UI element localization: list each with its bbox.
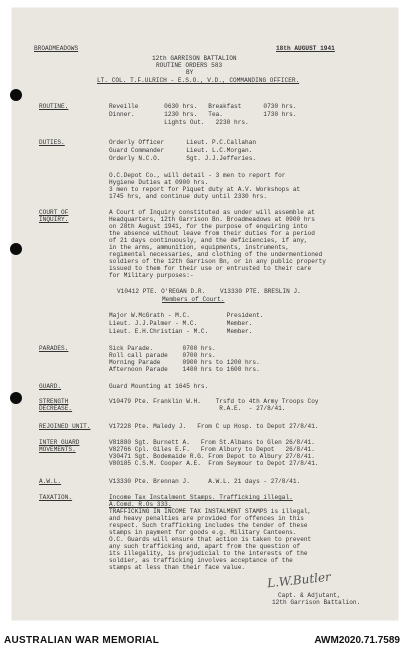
document-page	[12, 8, 398, 620]
section-heading-inquiry-2: INQUIRY.	[39, 216, 69, 223]
footer-bar	[0, 628, 406, 653]
parade-line: Roll call parade 0700 hrs.	[109, 352, 216, 359]
duty-line: Orderly Officer Lieut. P.C.Callahan	[109, 139, 257, 146]
taxation-line: and heavy penalties are provided for offences in this	[109, 515, 304, 522]
section-heading-routine: ROUTINE.	[39, 103, 69, 110]
header-orders: ROUTINE ORDERS 583	[156, 62, 223, 69]
taxation-line: soldier, as trafficking involves acceptance of the	[109, 557, 293, 564]
punch-hole	[10, 243, 22, 255]
taxation-line: TRAFFICKING IN INCOME TAX INSTALMENT STAMPS is illegal,	[109, 508, 312, 515]
inquiry-line: A Court of Inquiry constituted as under will assemble at	[109, 209, 315, 216]
inquiry-soldiers: V10412 PTE. O'REGAN D.R. V13330 PTE. BRESLIN J.	[117, 288, 301, 295]
duty-line: Guard Commander Lieut. L.C.Morgan.	[109, 147, 253, 154]
taxation-line: any such trafficking and, apart from the question of	[109, 543, 301, 550]
section-heading-guard: GUARD.	[39, 383, 62, 390]
member-line: Lieut. J.J.Palmer - M.C. Member.	[109, 320, 253, 327]
header-by: BY	[186, 69, 194, 76]
section-heading-interguard-2: MOVEMENTS.	[39, 446, 76, 453]
signature-scrawl: L.W.Butler	[266, 569, 332, 591]
inquiry-line: the absence without leave from their duties for a period	[109, 230, 315, 237]
taxation-line: stamps in payment for goods e.g. Military Canteens.	[109, 529, 297, 536]
strength-line: V10479 Pte. Franklin W.H. Trsfd to 4th Army Troops Coy	[109, 398, 319, 405]
rejoined-line: V17228 Pte. Maledy J. From C up Hosp. to Depot 27/8/41.	[109, 423, 319, 430]
movement-line: V30471 Sgt. Bodemaide R.G. From Depot to Albury 27/8/41.	[109, 453, 315, 460]
inquiry-line: on 28th August 1941, for the purpose of enquiring into	[109, 223, 308, 230]
punch-hole	[10, 392, 22, 404]
awl-line: V13330 Pte. Brennan J. A.W.L. 21 days - 27/8/41.	[109, 478, 301, 485]
inquiry-line: soldiers of the 12th Garrison Bn, or in any public property	[109, 258, 326, 265]
signature-title: Capt. & Adjutant,	[278, 592, 341, 599]
signature-unit: 12th Garrison Battalion.	[272, 599, 361, 606]
member-line: Major W.McGrath - M.C. President.	[109, 312, 264, 319]
section-heading-duties: DUTIES.	[39, 139, 65, 146]
taxation-line: its illegality, is prejudicial to the interests of the	[109, 550, 308, 557]
punch-hole	[10, 89, 22, 101]
movement-line: V81880 Sgt. Burnett A. From St.Albans to Glen 26/8/41.	[109, 439, 315, 446]
routine-line: Dinner. 1230 hrs. Tea. 1730 hrs.	[109, 111, 297, 118]
inquiry-line: regimental necessaries, and clothing of the undermentioned	[109, 251, 323, 258]
header-date: 18th AUGUST 1941	[276, 45, 335, 52]
taxation-line: O.C. Guards will ensure that action is taken to prevent	[109, 536, 312, 543]
footer-institution: AUSTRALIAN WAR MEMORIAL	[4, 635, 160, 646]
parade-line: Afternoon Parade 1400 hrs to 1600 hrs.	[109, 366, 260, 373]
header-battalion: 12th GARRISON BATTALION	[152, 55, 237, 62]
section-heading-strength-2: DECREASE.	[39, 405, 73, 412]
depot-line: Hygiene Duties at 0900 hrs.	[109, 179, 209, 186]
footer-accession-number: AWM2020.71.7589	[314, 635, 400, 646]
depot-line: 1745 hrs, and continue duty until 2330 hrs.	[109, 193, 268, 200]
section-heading-parades: PARADES.	[39, 345, 69, 352]
section-heading-awl: A.W.L.	[39, 478, 62, 485]
members-heading: Members of Court.	[162, 296, 225, 303]
parade-line: Sick Parade. 0700 hrs.	[109, 345, 216, 352]
section-heading-taxation: TAXATION.	[39, 494, 73, 501]
member-line: Lieut. E.H.Christian - M.C. Member.	[109, 328, 253, 335]
inquiry-line: for Military purposes:-	[109, 272, 194, 279]
taxation-line: respect. Such trafficking includes the tender of these	[109, 522, 308, 529]
section-heading-strength-1: STRENGTH	[39, 398, 69, 405]
routine-line: Lights Out. 2230 hrs.	[109, 119, 249, 126]
section-heading-rejoined: REJOINED UNIT.	[39, 423, 91, 430]
movement-line: V82766 Cpl. Giles E.F. From Albury to Depot 26/8/41.	[109, 446, 315, 453]
inquiry-line: of 21 days continuously, and the deficiencies, if any,	[109, 237, 308, 244]
strength-line: R.A.E. - 27/8/41.	[109, 405, 286, 412]
routine-line: Reveille 0630 hrs. Breakfast 0730 hrs.	[109, 103, 297, 110]
depot-line: O.C.Depot Co., will detail - 3 men to report for	[109, 172, 286, 179]
inquiry-line: Headquarters, 12th Garrison Bn. Broadmeadows at 0900 hrs	[109, 216, 315, 223]
taxation-title: Income Tax Instalment Stamps. Trafficking illegal.	[109, 494, 293, 501]
section-heading-inquiry-1: COURT OF	[39, 209, 69, 216]
depot-line: 3 men to report for Piquet duty at A.V. Workshops at	[109, 186, 301, 193]
movement-line: V80185 C.S.M. Cooper A.E. From Seymour to Depot 27/8/41.	[109, 460, 319, 467]
section-heading-interguard-1: INTER GUARD	[39, 439, 80, 446]
header-location: BROADMEADOWS	[34, 45, 79, 52]
parade-line: Morning Parade 0900 hrs to 1200 hrs.	[109, 359, 260, 366]
duty-line: Orderly N.C.O. Sgt. J.J.Jefferies.	[109, 155, 257, 162]
taxation-line: stamps at less than their face value.	[109, 564, 246, 571]
guard-line: Guard Mounting at 1645 hrs.	[109, 383, 209, 390]
inquiry-line: issued to them for their use or entrusted to their care	[109, 265, 312, 272]
header-commander: LT. COL. T.F.ULRICH - E.S.O., V.D., COMMANDING OFFICER.	[97, 77, 300, 84]
inquiry-line: in the arms, ammunition, equipments, instruments,	[109, 244, 290, 251]
taxation-reference: A.Comd. R.Os 333.	[109, 501, 172, 508]
